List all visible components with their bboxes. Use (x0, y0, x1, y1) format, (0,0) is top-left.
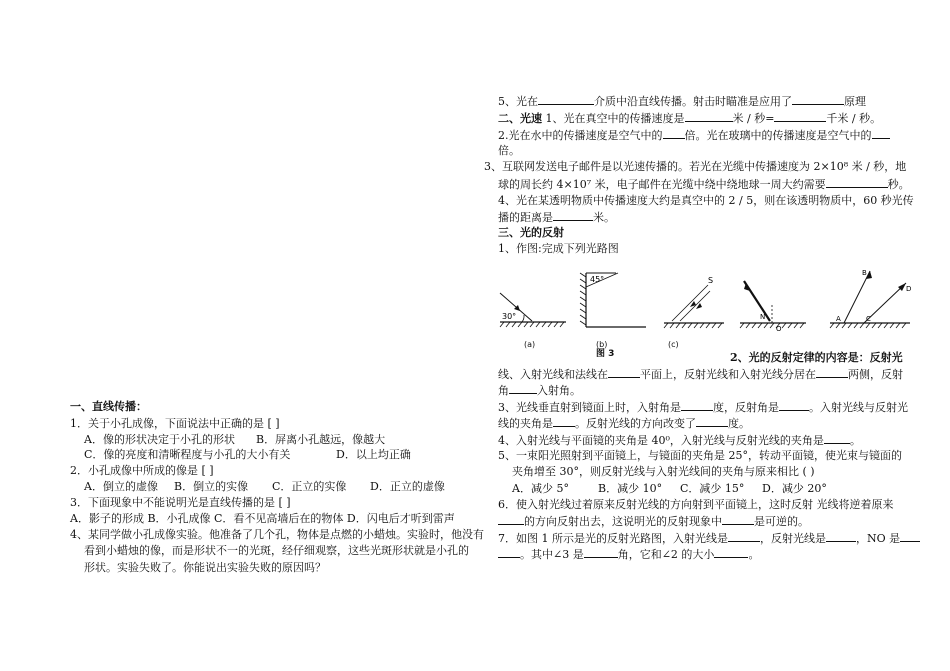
r7-blank-3[interactable] (900, 530, 920, 542)
reflection-r5-options (512, 481, 827, 497)
s2-blank-1[interactable] (663, 127, 685, 139)
s1-blank-1[interactable] (685, 110, 733, 122)
q1-option-d: D．以上均正确 (336, 448, 411, 461)
figure-a-angle-label: 30° (502, 312, 517, 321)
figure-c-ray-2 (680, 291, 710, 321)
r3-blank-4[interactable] (696, 415, 728, 427)
question-1-options-cd (84, 447, 411, 463)
q1-option-a: A．像的形状决定于小孔的形状 (84, 433, 235, 446)
q2-option-b: B．倒立的实像 (174, 480, 249, 493)
figure-e-label-c: C (866, 315, 871, 323)
r3-blank-3[interactable] (553, 415, 575, 427)
r3-blank-1[interactable] (681, 399, 713, 411)
reflection-r7-line-2: 。其中∠3 是 角，它和∠2 的大小 。 (498, 546, 759, 563)
figure-caption-b: (b) (596, 340, 608, 349)
right-column (484, 93, 924, 563)
reflection-r6-line-2: 的方向反射出去，这说明光的反射现象中 是可逆的。 (498, 513, 809, 530)
question-1-stem: 1．关于小孔成像，下面说法中正确的是 [ ] (70, 417, 280, 430)
q2-option-c: C．正立的实像 (272, 480, 347, 493)
reflection-r6-line-1: 6．使入射光线过着原来反射光线的方向射到平面镜上，这时反射 光线将逆着原来 (498, 498, 894, 511)
q1-option-b: B．屏离小孔越远，像越大 (256, 433, 386, 446)
figure-caption-c: (c) (668, 340, 679, 349)
r5-option-a: A．减少 5° (512, 482, 569, 495)
section-heading-straight-line: 一、直线传播： (70, 400, 147, 413)
question-4-line-2: 看到小蜡烛的像，而是形状不一的光斑，经仔细观察，这些光斑形状就是小孔的 (84, 544, 469, 557)
figure-d (740, 281, 806, 333)
figure-c-source-label: S (708, 276, 714, 285)
speed-s4-line-1: 4、光在某透明物质中传播速度大约是真空中的 2 / 5，则在该透明物质中，60 秒光传 (498, 194, 914, 207)
question-4-line-1: 4、某同学做小孔成像实验。他准备了几个孔，物体是点燃的小蜡烛。实验时，他没有 (70, 528, 484, 541)
reflection-r2-line-2: 线、入射光线和法线在 平面上，反射光线和入射光线分居在 两侧，反射 (498, 368, 903, 381)
speed-s3-line-1: 3、互联网发送电子邮件是以光速传播的。若光在光缆中传播速度为 2×10⁸ 米 / 秒，地 (484, 160, 907, 173)
r5-option-c: C．减少 15° (680, 482, 745, 495)
reflection-r3-line-2: 线的夹角是 。反射光线的方向改变了 度。 (498, 417, 750, 430)
question-2-options (84, 479, 445, 495)
r7-blank-2[interactable] (826, 530, 856, 542)
figure-e-label-d: D (906, 285, 912, 293)
figure-e-label-b: B (862, 269, 867, 277)
q2-option-a: A．倒立的虚像 (84, 480, 158, 493)
speed-s1-line: 二、光速 1、光在真空中的传播速度是 米 / 秒= 千米 / 秒。 (498, 112, 882, 125)
q5-line: 5、光在 介质中沿直线传播。射击时瞄准是应用了 原理 (498, 95, 866, 108)
q5-blank-1[interactable] (538, 93, 594, 105)
q2-option-d: D．正立的虚像 (370, 480, 445, 493)
reflection-r2-line-3: 角 入射角。 (498, 384, 581, 397)
r7-blank-4[interactable] (498, 546, 520, 558)
reflection-r4-line: 4、入射光线与平面镜的夹角是 40⁰，入射光线与反射光线的夹角是 。 (498, 434, 861, 447)
speed-s3-line-2: 球的周长约 4×10⁷ 米，电子邮件在光缆中绕中绕地球一周大约需要 秒。 (498, 178, 910, 191)
reflection-r2-line-1: 2、光的反射定律的内容是：反射光 (730, 351, 903, 364)
figure-3-ray-diagrams (494, 265, 914, 355)
reflection-r7-line-1: 7．如图 1 所示是光的反射光路图，入射光线是 ，反射光线是 ，NO 是 (498, 530, 920, 547)
r4-blank[interactable] (824, 432, 850, 444)
reflection-r3-line-1: 3、光线垂直射到镜面上时，入射角是 度，反射角是 。入射光线与反射光 (498, 401, 908, 414)
figure-c-ray-1 (672, 285, 708, 321)
reflection-r5-line-2: 夹角增至 30°，则反射光线与入射光线间的夹角与原来相比 ( ) (512, 465, 815, 478)
r7-blank-6[interactable] (714, 546, 748, 558)
reflection-r1: 1、作图:完成下列光路图 (498, 242, 619, 255)
q1-option-c: C．像的亮度和清晰程度与小孔的大小有关 (84, 448, 291, 461)
reflection-r5-line-1: 5、一束阳光照射到平面镜上，与镜面的夹角是 25°，转动平面镜，使光束与镜面的 (498, 449, 902, 462)
r2-blank-3[interactable] (509, 382, 537, 394)
s4-blank[interactable] (553, 209, 593, 221)
question-4-line-3: 形状。实验失败了。你能说出实验失败的原因吗？ (84, 561, 326, 574)
r5-option-b: B．减少 10° (598, 482, 663, 495)
s2-blank-2[interactable] (872, 127, 890, 139)
question-3-stem: 3．下面现象中不能说明光是直线传播的是 [ ] (70, 496, 291, 509)
figure-e (830, 269, 911, 328)
figure-e-label-a: A (836, 315, 841, 323)
figure-d-normal-label: N (760, 313, 766, 321)
figure-b (580, 273, 646, 327)
section-heading-speed: 二、光速 (498, 112, 542, 125)
s3-blank[interactable] (826, 176, 888, 188)
figure-caption-a: (a) (524, 340, 536, 349)
question-3-options: A．影子的形成 B．小孔成像 C．看不见高墙后在的物体 D．闪电后才听到雷声 (70, 512, 455, 525)
figure-d-point-label: O (776, 325, 782, 333)
r3-blank-2[interactable] (779, 399, 809, 411)
r2-blank-1[interactable] (608, 366, 640, 378)
figure-3-label: 图 3 (596, 349, 615, 359)
speed-s2-line-2: 倍。 (498, 144, 520, 157)
r7-blank-5[interactable] (584, 546, 618, 558)
left-column (70, 399, 490, 589)
r6-blank-1[interactable] (498, 513, 524, 525)
figure-a (500, 293, 566, 327)
section-heading-reflection: 三、光的反射 (498, 226, 564, 239)
r5-option-d: D．减少 20° (762, 482, 827, 495)
figure-b-angle-label: 45° (590, 275, 605, 284)
r6-blank-2[interactable] (722, 513, 754, 525)
r2-blank-2[interactable] (816, 366, 848, 378)
question-2-stem: 2．小孔成像中所成的像是 [ ] (70, 464, 214, 477)
s1-blank-2[interactable] (774, 110, 826, 122)
question-1-options-ab (84, 432, 385, 448)
speed-s2-line: 2.光在水中的传播速度是空气中的 倍。光在玻璃中的传播速度是空气中的 (498, 127, 890, 144)
r7-blank-1[interactable] (728, 530, 760, 542)
speed-s4-line-2: 播的距离是 米。 (498, 211, 615, 224)
q5-blank-2[interactable] (792, 93, 844, 105)
figure-c (664, 276, 724, 328)
